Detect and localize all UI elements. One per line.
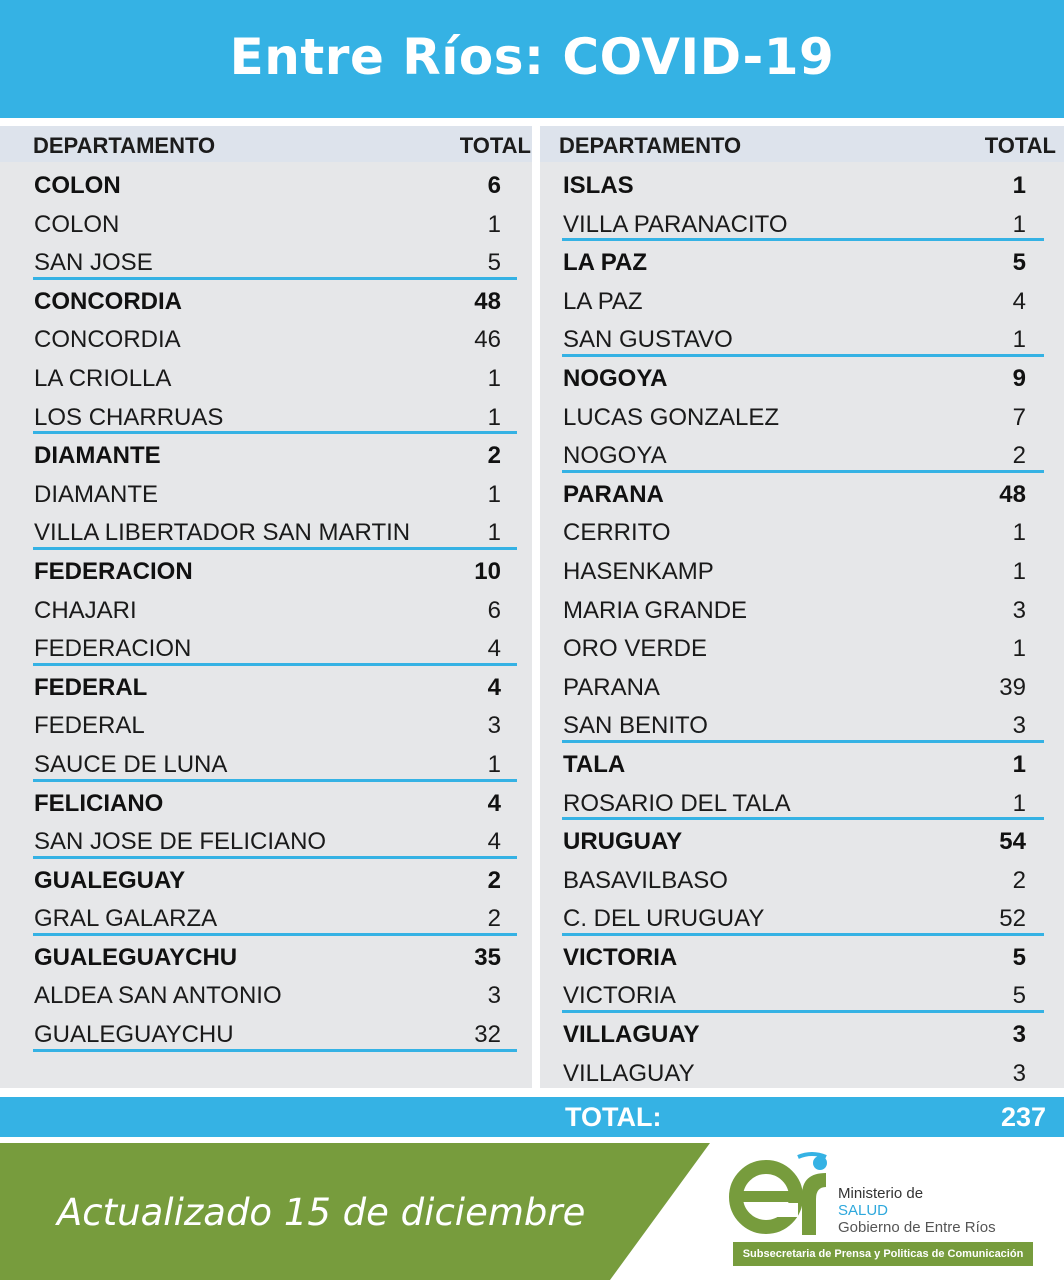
row-name: NOGOYA — [563, 442, 667, 470]
row-name: SAN JOSE — [34, 249, 153, 277]
row-name: ORO VERDE — [563, 635, 708, 663]
row-name: SAN JOSE DE FELICIANO — [34, 828, 327, 856]
right-column-header — [540, 126, 1064, 162]
row-total: 1 — [487, 403, 501, 431]
row-name: FEDERAL — [34, 712, 145, 740]
grand-total-label: TOTAL: — [565, 1102, 662, 1132]
row-total: 4 — [487, 828, 501, 856]
row-name: SAN GUSTAVO — [563, 326, 733, 354]
total-header: TOTAL — [984, 133, 1056, 158]
row-total: 10 — [474, 557, 501, 585]
row-total: 7 — [1012, 403, 1026, 431]
department-row — [540, 473, 1064, 512]
row-name: FEDERACION — [34, 635, 192, 663]
department-row — [0, 936, 532, 975]
locality-row — [0, 820, 532, 859]
row-name: COLON — [34, 172, 121, 199]
row-total: 3 — [1012, 1021, 1026, 1049]
department-row — [0, 550, 532, 589]
department-row — [540, 164, 1064, 203]
row-name: SAN BENITO — [563, 712, 708, 740]
row-total: 46 — [474, 326, 501, 354]
row-total: 2 — [1012, 442, 1026, 470]
department-row — [540, 241, 1064, 280]
row-name: ISLAS — [563, 172, 634, 199]
row-total: 1 — [1012, 635, 1026, 663]
left-column-header — [0, 126, 532, 162]
locality-row — [540, 974, 1064, 1013]
row-total: 5 — [1012, 982, 1026, 1010]
row-total: 4 — [487, 789, 501, 817]
total-header: TOTAL — [459, 133, 531, 158]
row-name: VILLAGUAY — [563, 1059, 695, 1087]
row-total: 2 — [487, 866, 501, 894]
row-total: 3 — [1012, 596, 1026, 624]
locality-row — [0, 897, 532, 936]
row-name: DIAMANTE — [34, 480, 159, 508]
department-row — [0, 859, 532, 898]
row-total: 35 — [474, 943, 501, 971]
locality-row — [0, 396, 532, 435]
locality-row — [0, 1013, 532, 1052]
row-total: 1 — [1012, 210, 1026, 238]
row-name: VILLA LIBERTADOR SAN MARTIN — [34, 519, 411, 547]
row-total: 48 — [999, 480, 1026, 508]
row-name: CERRITO — [563, 519, 671, 547]
grand-total-bar — [0, 1097, 1064, 1137]
row-total: 48 — [474, 287, 501, 315]
ministry-line2: SALUD — [838, 1202, 889, 1219]
header-banner — [0, 0, 1064, 118]
row-name: PARANA — [563, 480, 664, 508]
row-total: 4 — [487, 673, 501, 701]
locality-row — [540, 280, 1064, 319]
row-name: COLON — [34, 210, 120, 238]
row-name: FEDERAL — [34, 673, 148, 701]
row-total: 1 — [1012, 750, 1026, 778]
departamento-header: DEPARTAMENTO — [33, 133, 216, 158]
department-row — [540, 820, 1064, 859]
grand-total-value: 237 — [1000, 1102, 1046, 1132]
department-row — [540, 936, 1064, 975]
row-name: ALDEA SAN ANTONIO — [34, 982, 282, 1010]
row-total: 6 — [487, 596, 501, 624]
department-row — [0, 434, 532, 473]
row-total: 1 — [487, 480, 501, 508]
row-name: VILLAGUAY — [563, 1021, 700, 1049]
row-name: ROSARIO DEL TALA — [563, 789, 791, 817]
locality-row — [540, 396, 1064, 435]
right-table — [540, 126, 1064, 1088]
row-name: LA CRIOLLA — [34, 364, 172, 392]
row-name: BASAVILBASO — [563, 866, 728, 894]
department-row — [540, 1013, 1064, 1052]
departamento-header: DEPARTAMENTO — [559, 133, 742, 158]
locality-row — [0, 704, 532, 743]
row-total: 2 — [487, 442, 501, 470]
row-total: 2 — [1012, 866, 1026, 894]
locality-row — [540, 897, 1064, 936]
department-row — [0, 164, 532, 203]
row-name: LUCAS GONZALEZ — [563, 403, 780, 431]
locality-row — [540, 782, 1064, 821]
row-total: 1 — [487, 210, 501, 238]
locality-row — [540, 666, 1064, 705]
locality-row — [0, 627, 532, 666]
row-name: MARIA GRANDE — [563, 596, 748, 624]
row-total: 4 — [487, 635, 501, 663]
locality-row — [540, 1052, 1064, 1091]
row-total: 39 — [999, 673, 1026, 701]
row-total: 5 — [487, 249, 501, 277]
row-total: 52 — [999, 905, 1026, 933]
row-name: VILLA PARANACITO — [563, 210, 788, 238]
locality-row — [0, 743, 532, 782]
row-name: CONCORDIA — [34, 287, 182, 315]
row-total: 1 — [487, 750, 501, 778]
row-total: 32 — [474, 1021, 501, 1049]
row-name: PARANA — [563, 673, 660, 701]
row-name: HASENKAMP — [563, 557, 714, 585]
row-total: 54 — [999, 828, 1026, 856]
row-total: 3 — [487, 982, 501, 1010]
locality-row — [0, 241, 532, 280]
row-name: URUGUAY — [563, 828, 683, 856]
row-name: TALA — [563, 750, 626, 778]
left-table — [0, 126, 532, 1088]
row-total: 1 — [487, 519, 501, 547]
row-name: LOS CHARRUAS — [34, 403, 224, 431]
locality-row — [540, 589, 1064, 628]
row-name: FELICIANO — [34, 789, 164, 817]
locality-row — [540, 704, 1064, 743]
locality-row — [0, 357, 532, 396]
row-total: 5 — [1012, 249, 1026, 277]
row-total: 1 — [487, 364, 501, 392]
locality-row — [540, 511, 1064, 550]
department-row — [0, 782, 532, 821]
ministry-line3: Gobierno de Entre Ríos — [838, 1219, 996, 1236]
department-row — [540, 743, 1064, 782]
row-name: FEDERACION — [34, 557, 193, 585]
locality-row — [0, 511, 532, 550]
row-total: 3 — [1012, 712, 1026, 740]
row-total: 5 — [1012, 943, 1026, 971]
row-name: NOGOYA — [563, 364, 668, 392]
row-name: VICTORIA — [563, 982, 676, 1010]
row-name: VICTORIA — [563, 943, 678, 971]
row-total: 6 — [487, 172, 501, 199]
row-total: 2 — [487, 905, 501, 933]
locality-row — [0, 589, 532, 628]
row-name: GUALEGUAYCHU — [34, 943, 238, 971]
row-name: GUALEGUAYCHU — [34, 1021, 234, 1049]
department-row — [0, 666, 532, 705]
locality-row — [540, 627, 1064, 666]
row-total: 1 — [1012, 172, 1026, 199]
row-name: GUALEGUAY — [34, 866, 186, 894]
row-name: CONCORDIA — [34, 326, 181, 354]
department-row — [540, 357, 1064, 396]
row-total: 9 — [1012, 364, 1026, 392]
row-total: 1 — [1012, 326, 1026, 354]
row-total: 1 — [1012, 519, 1026, 547]
ministry-line1: Ministerio de — [838, 1185, 924, 1202]
department-row — [0, 280, 532, 319]
row-name: DIAMANTE — [34, 442, 161, 470]
row-total: 1 — [1012, 557, 1026, 585]
row-name: CHAJARI — [34, 596, 137, 624]
row-name: LA PAZ — [563, 287, 643, 315]
left-rows — [0, 164, 532, 1052]
row-name: GRAL GALARZA — [34, 905, 218, 933]
footer — [0, 1143, 1064, 1280]
locality-row — [540, 203, 1064, 242]
locality-row — [540, 859, 1064, 898]
locality-row — [0, 974, 532, 1013]
locality-row — [540, 318, 1064, 357]
locality-row — [0, 203, 532, 242]
row-name: LA PAZ — [563, 249, 647, 277]
row-total: 3 — [1012, 1059, 1026, 1087]
right-rows — [540, 164, 1064, 1090]
row-name: SAUCE DE LUNA — [34, 750, 228, 778]
row-total: 4 — [1012, 287, 1026, 315]
row-total: 3 — [487, 712, 501, 740]
updated-date: Actualizado 15 de diciembre — [57, 1191, 586, 1234]
locality-row — [540, 550, 1064, 589]
ministry-text — [838, 1185, 996, 1236]
row-name: C. DEL URUGUAY — [563, 905, 765, 933]
locality-row — [0, 318, 532, 357]
row-total: 1 — [1012, 789, 1026, 817]
subsecretaria-bar: Subsecretaria de Prensa y Politicas de Comunicación — [733, 1242, 1033, 1266]
er-logo-icon — [728, 1151, 838, 1239]
locality-row — [540, 434, 1064, 473]
page-title: Entre Ríos: COVID-19 — [229, 28, 835, 86]
locality-row — [0, 473, 532, 512]
